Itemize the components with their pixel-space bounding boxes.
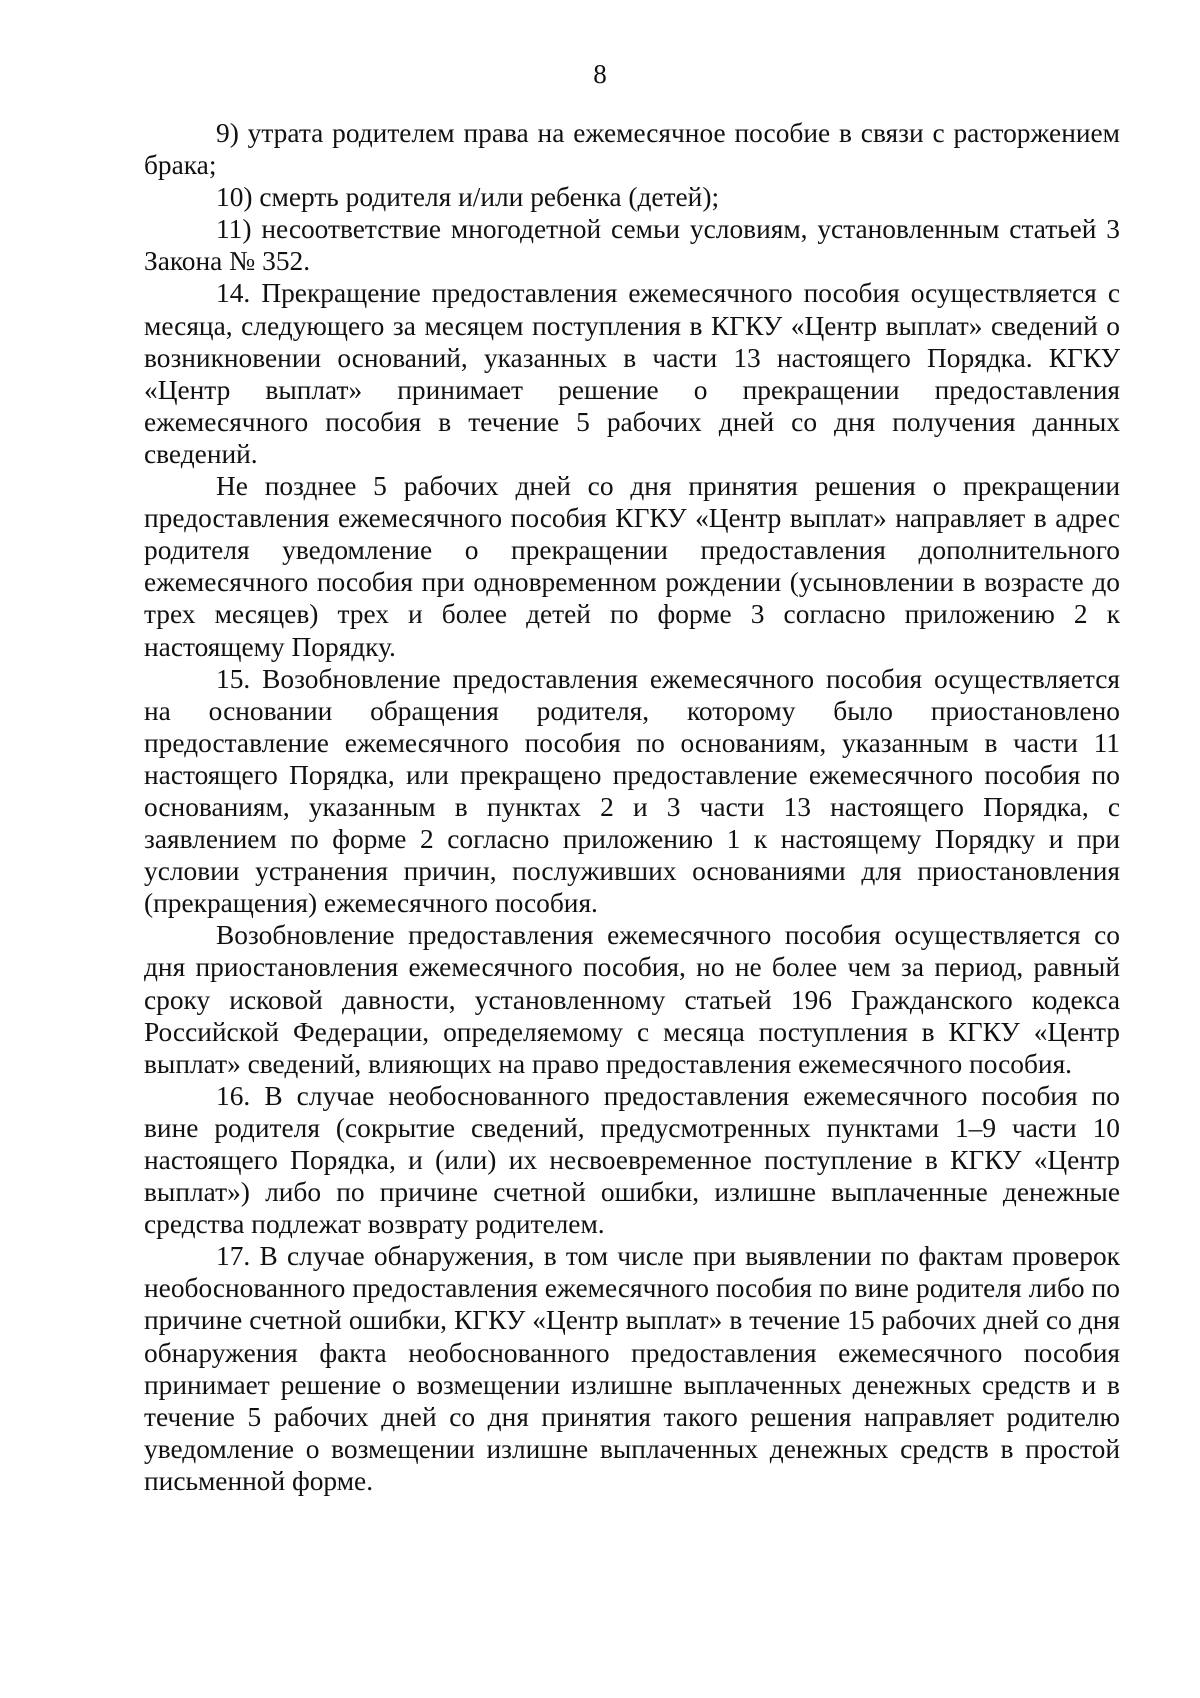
list-item-9: 9) утрата родителем права на ежемесячное пособие в связи с расторжением брака; <box>144 118 1120 181</box>
list-item-11: 11) несоответствие многодетной семьи условиям, установленным статьей 3 Закона № 352. <box>144 214 1120 277</box>
section-14-notice: Не позднее 5 рабочих дней со дня принятия решения о прекращении предоставления ежемесячного пособия КГКУ «Центр выплат» направляет в адрес родителя уведомление о прекращении предоставления дополнительного ежемесячного пособия при одновременном рождении (усыновлении в возрасте до трех месяцев) трех и более детей по форме 3 согласно приложению 2 к настоящему Порядку. <box>144 471 1120 662</box>
section-15: 15. Возобновление предоставления ежемесячного пособия осуществляется на основании обращения родителя, которому было приостановлено предоставление ежемесячного пособия по основаниям, указанным в части 11 настоящего Порядка, или прекращено предоставление ежемесячного пособия по основаниям, указанным в пунктах 2 и 3 части 13 настоящего Порядка, с заявлением по форме 2 согласно приложению 1 к настоящему Порядку и при условии устранения причин, послуживших основаниями для приостановления (прекращения) ежемесячного пособия. <box>144 663 1120 919</box>
page-number: 8 <box>593 59 607 89</box>
section-17: 17. В случае обнаружения, в том числе при выявлении по фактам проверок необоснованного предоставления ежемесячного пособия по вине родителя либо по причине счетной ошибки, КГКУ «Центр выплат» в течение 15 рабочих дней со дня обнаружения факта необоснованного предоставления ежемесячного пособия принимает решение о возмещении излишне выплаченных денежных средств и в течение 5 рабочих дней со дня принятия такого решения направляет родителю уведомление о возмещении излишне выплаченных денежных средств в простой письменной форме. <box>144 1241 1120 1496</box>
section-14: 14. Прекращение предоставления ежемесячного пособия осуществляется с месяца, следующего за месяцем поступления в КГКУ «Центр выплат» сведений о возникновении оснований, указанных в части 13 настоящего Порядка. КГКУ «Центр выплат» принимает решение о прекращении предоставления ежемесячного пособия в течение 5 рабочих дней со дня получения данных сведений. <box>144 278 1120 469</box>
document-body <box>144 117 1120 1497</box>
section-15-resumption: Возобновление предоставления ежемесячного пособия осуществляется со дня приостановления ежемесячного пособия, но не более чем за период, равный сроку исковой давности, установленному статьей 196 Гражданского кодекса Российской Федерации, определяемому с месяца поступления в КГКУ «Центр выплат» сведений, влияющих на право предоставления ежемесячного пособия. <box>144 920 1120 1079</box>
section-16: 16. В случае необоснованного предоставления ежемесячного пособия по вине родителя (сокрытие сведений, предусмотренных пунктами 1–9 части 10 настоящего Порядка, и (или) их несвоевременное поступление в КГКУ «Центр выплат») либо по причине счетной ошибки, излишне выплаченные денежные средства подлежат возврату родителем. <box>144 1080 1120 1240</box>
list-item-10: 10) смерть родителя и/или ребенка (детей); <box>216 182 720 213</box>
